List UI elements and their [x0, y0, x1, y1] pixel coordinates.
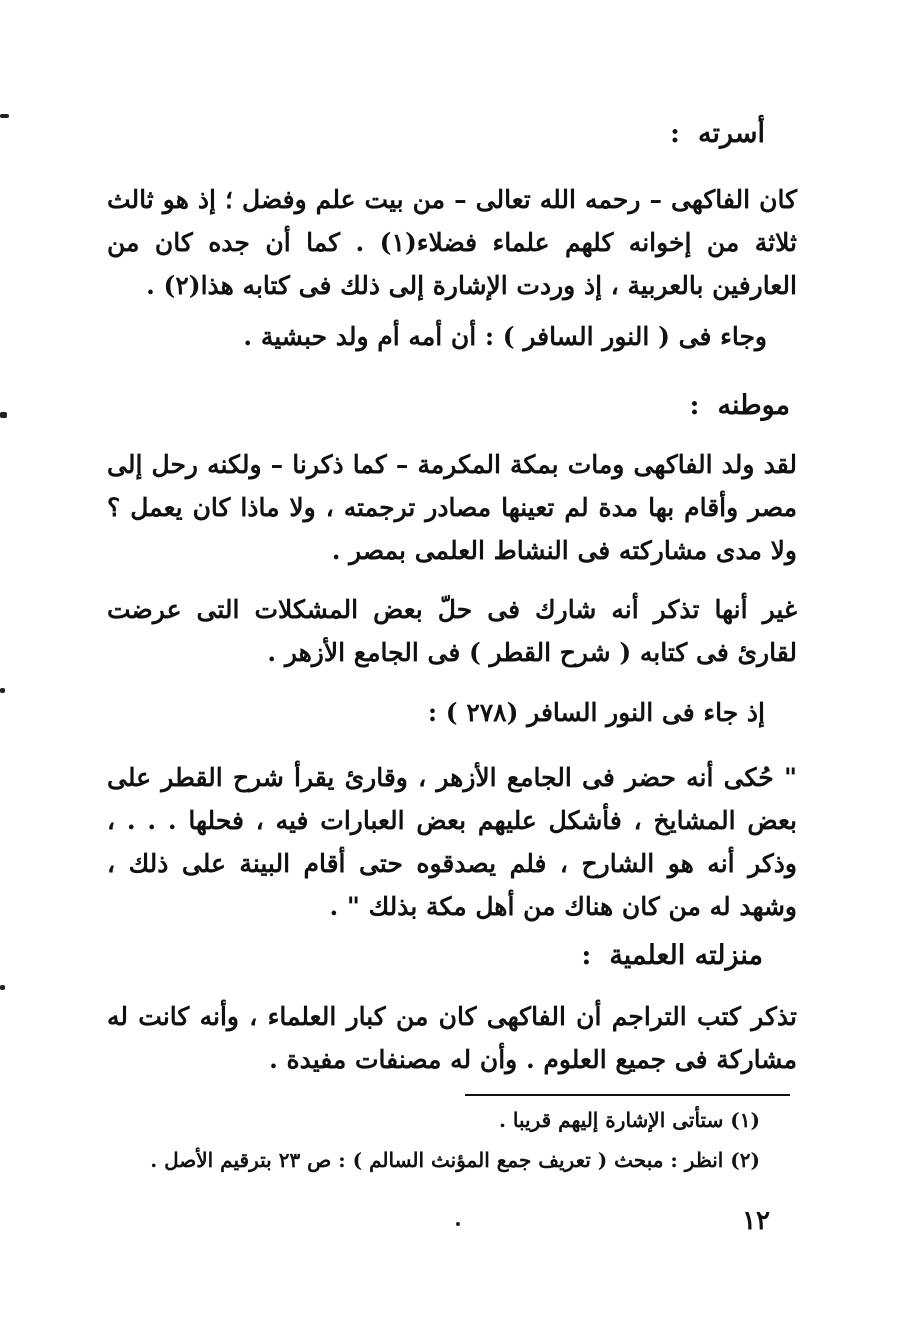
- footnote-2: (٢) انظر : مبحث ( تعريف جمع المؤنث السالم ) : ص ٢٣ بترقيم الأصل .: [150, 1148, 760, 1172]
- paragraph-family: كان الفاكهى – رحمه الله تعالى – من بيت علم وفضل ؛ إذ هو ثالث ثلاثة من إخوانه كلهم علماء فضلاء(١) . كما أن جده كان من العارفين بالعربية ، إذ وردت الإشارة إلى ذلك فى كتابه هذا(٢) .: [107, 185, 797, 300]
- footnote-1: (١) ستأتى الإشارة إليهم قريبا .: [498, 1108, 760, 1132]
- scan-mark: [0, 688, 5, 693]
- source-intro: إذ جاء فى النور السافر (٢٧٨ ) :: [427, 698, 765, 727]
- scan-mark: [456, 1222, 460, 1226]
- paragraph-scholarly: تذكر كتب التراجم أن الفاكهى كان من كبار العلماء ، وأنه كانت له مشاركة فى جميع العلوم . وأن له مصنفات مفيدة .: [107, 1002, 797, 1074]
- heading-family-text: أسرته: [697, 118, 765, 149]
- footnote-separator: [465, 1094, 790, 1096]
- heading-family: [670, 118, 765, 149]
- heading-homeland-text: موطنه: [717, 390, 790, 421]
- scan-mark: [0, 114, 9, 118]
- heading-colon: :: [670, 118, 680, 149]
- paragraph-problem: غير أنها تذكر أنه شارك فى حلّ بعض المشكلات التى عرضت لقارئ فى كتابه ( شرح القطر ) فى الجامع الأزهر .: [107, 595, 797, 667]
- quote-block: " حُكى أنه حضر فى الجامع الأزهر ، وقارئ يقرأ شرح القطر على بعض المشايخ ، فأشكل عليهم بعض العبارات فيه ، فحلها . . . ، وذكر أنه هو الشارح ، فلم يصدقوه حتى أقام البينة على ذلك ، وشهد له من كان هناك من أهل مكة بذلك " .: [107, 763, 797, 921]
- heading-homeland: [690, 390, 791, 421]
- heading-scholarly-status: [581, 940, 763, 971]
- paragraph-mother: وجاء فى ( النور السافر ) : أن أمه أم ولد حبشية .: [243, 322, 767, 351]
- heading-colon: :: [581, 940, 592, 971]
- heading-colon: :: [689, 390, 700, 421]
- heading-scholarly-text: منزلته العلمية: [609, 940, 763, 971]
- page-number: ١٢: [742, 1206, 770, 1236]
- paragraph-homeland: لقد ولد الفاكهى ومات بمكة المكرمة – كما ذكرنا – ولكنه رحل إلى مصر وأقام بها مدة لم تعينها مصادر ترجمته ، ولا ماذا كان يعمل ؟ ولا مدى مشاركته فى النشاط العلمى بمصر .: [107, 450, 797, 565]
- scan-mark: [0, 412, 7, 418]
- scan-mark: [0, 985, 5, 990]
